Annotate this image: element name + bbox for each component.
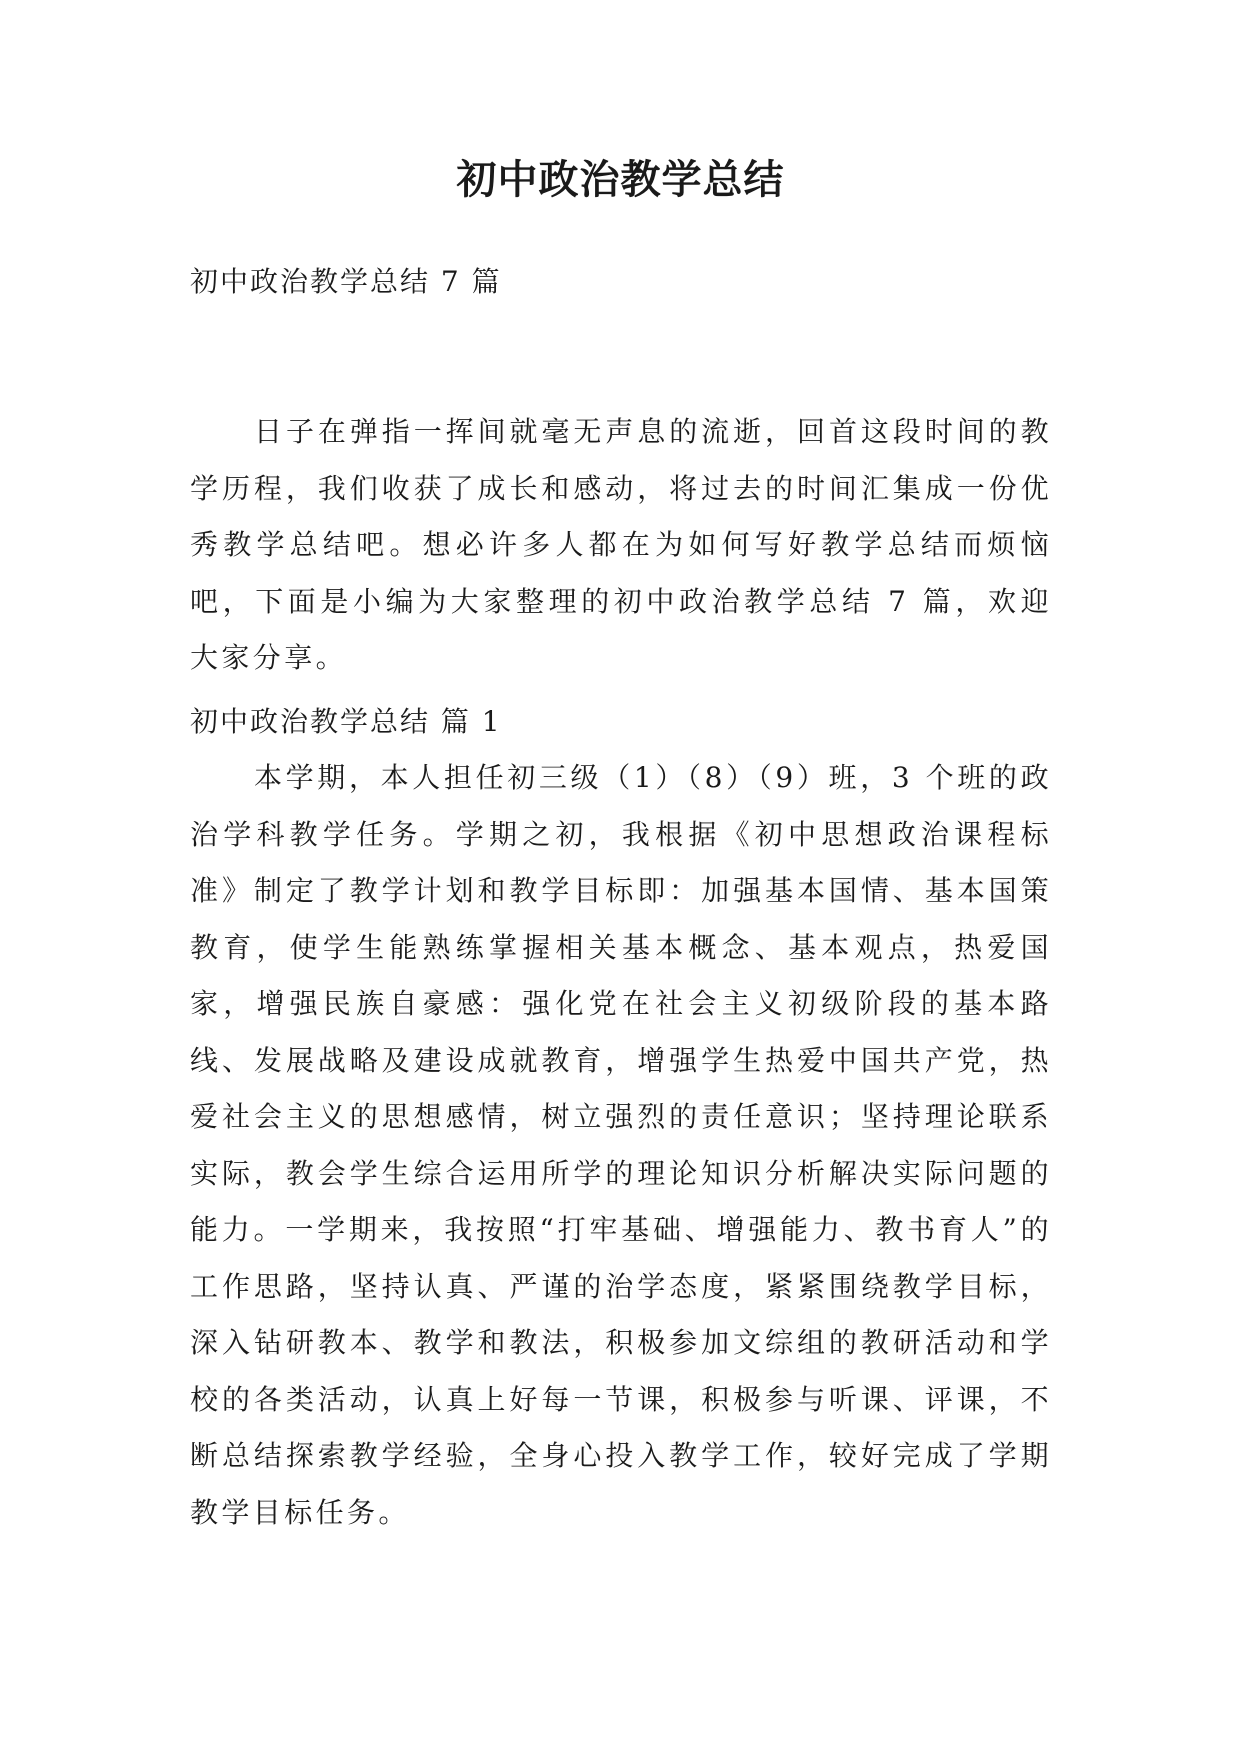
document-title: 初中政治教学总结 (456, 157, 785, 203)
document-subtitle: 初中政治教学总结 7 篇 (190, 265, 502, 298)
intro-paragraph: 日子在弹指一挥间就毫无声息的流逝，回首这段时间的教学历程，我们收获了成长和感动，将过去的时间汇集成一份优秀教学总结吧。想必许多人都在为如何写好教学总结而烦恼吧，下面是小编为大家整理的初中政治教学总结 7 篇，欢迎大家分享。 (190, 415, 1052, 674)
section-heading: 初中政治教学总结 篇 1 (190, 705, 502, 738)
section-paragraph: 本学期，本人担任初三级（1）（8）（9）班，3 个班的政治学科教学任务。学期之初，我根据《初中思想政治课程标准》制定了教学计划和教学目标即：加强基本国情、基本国策教育，使学生能熟练掌握相关基本概念、基本观点，热爱国家，增强民族自豪感：强化党在社会主义初级阶段的基本路线、发展战略及建设成就教育，增强学生热爱中国共产党，热爱社会主义的思想感情，树立强烈的责任意识；坚持理论联系实际，教会学生综合运用所学的理论知识分析解决实际问题的能力。一学期来，我按照“打牢基础、增强能力、教书育人”的工作思路，坚持认真、严谨的治学态度，紧紧围绕教学目标，深入钻研教本、教学和教法，积极参加文综组的教研活动和学校的各类活动，认真上好每一节课，积极参与听课、评课，不断总结探索教学经验，全身心投入教学工作，较好完成了学期教学目标任务。 (190, 761, 1052, 1529)
